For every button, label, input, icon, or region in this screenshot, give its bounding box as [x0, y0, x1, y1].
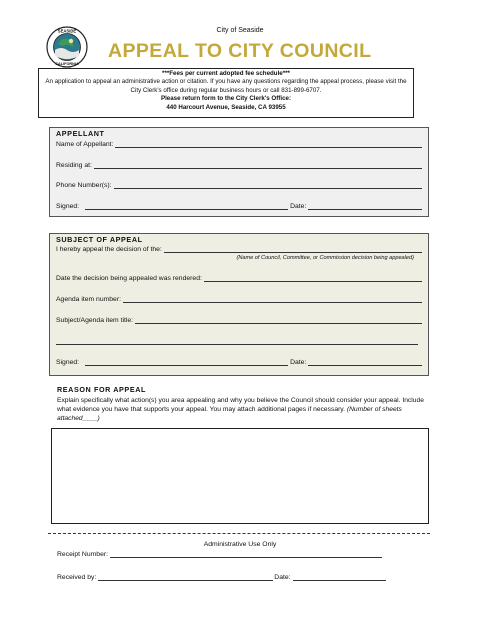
date-label: Date:	[290, 203, 307, 210]
agenda-title-line-2[interactable]	[56, 337, 418, 345]
agenda-number-label: Agenda item number:	[56, 296, 121, 303]
subject-date-label: Date:	[290, 359, 307, 366]
appellant-signature-row[interactable]	[56, 202, 422, 210]
date-rendered-field[interactable]	[56, 274, 422, 282]
svg-text:CALIFORNIA: CALIFORNIA	[55, 62, 79, 67]
subject-section	[49, 233, 429, 376]
received-line[interactable]	[98, 573, 273, 581]
agenda-number-line[interactable]	[123, 295, 422, 303]
city-name: City of Seaside	[216, 27, 264, 34]
reason-text: Explain specifically what action(s) you area appealing and why you believe the Council should consider your appeal. Include what evidence you have that supports your appeal. You may attach additional pages if necessary.	[57, 397, 424, 413]
sheets-attached: (Number of sheets attached____)	[57, 406, 402, 422]
reason-textbox[interactable]	[51, 428, 429, 524]
agenda-title-field[interactable]	[56, 316, 422, 324]
svg-text:SEASIDE: SEASIDE	[57, 28, 77, 34]
decision-field[interactable]	[56, 245, 422, 253]
phone-label: Phone Number(s):	[56, 182, 112, 189]
phone-field[interactable]	[56, 181, 422, 189]
residing-field[interactable]	[56, 161, 422, 169]
receipt-label: Receipt Number:	[57, 551, 108, 558]
subject-heading: SUBJECT OF APPEAL	[56, 235, 143, 244]
return-instructions: Please return form to the City Clerk's Office:	[160, 95, 292, 103]
date-rendered-label: Date the decision being appealed was rendered:	[56, 275, 202, 282]
subject-signature-line[interactable]	[85, 358, 288, 366]
fee-notice	[38, 68, 414, 118]
received-label: Received by:	[57, 574, 97, 581]
agenda-number-field[interactable]	[56, 295, 422, 303]
subject-date-line[interactable]	[308, 358, 422, 366]
decision-label: I hereby appeal the decision of the:	[56, 246, 162, 253]
admin-title: Administrative Use Only	[203, 541, 277, 548]
decision-line[interactable]	[164, 245, 422, 253]
subject-signature-row[interactable]	[56, 358, 422, 366]
signed-label: Signed:	[56, 203, 80, 210]
reason-instructions	[57, 396, 427, 423]
residing-line[interactable]	[94, 161, 422, 169]
appellant-name-label: Name of Appellant:	[56, 141, 114, 148]
appellant-name-field[interactable]	[56, 140, 422, 148]
date-line[interactable]	[308, 202, 422, 210]
appellant-name-line[interactable]	[115, 140, 422, 148]
city-seal-icon	[46, 26, 88, 68]
appellant-section	[49, 127, 429, 217]
agenda-title-line[interactable]	[135, 316, 422, 324]
receipt-line[interactable]	[110, 550, 382, 558]
clerk-address: 440 Harcourt Avenue, Seaside, CA 93955	[166, 103, 286, 111]
fee-schedule-text: ***Fees per current adopted fee schedule***	[162, 70, 290, 77]
signature-line[interactable]	[85, 202, 288, 210]
admin-date-line[interactable]	[293, 573, 386, 581]
reason-heading: REASON FOR APPEAL	[57, 385, 147, 394]
receipt-field[interactable]	[57, 550, 382, 558]
admin-date-label: Date:	[274, 574, 291, 581]
residing-label: Residing at:	[56, 162, 92, 169]
received-field[interactable]	[57, 573, 386, 581]
agenda-title-label: Subject/Agenda item title:	[56, 317, 134, 324]
agenda-title-field-continued[interactable]	[56, 337, 418, 345]
appellant-heading: APPELLANT	[56, 129, 105, 138]
notice-body: An application to appeal an administrative action or citation. If you have any questions regarding the appeal process, please visit the City Clerk's office during regular business hours or call 831-899-6707.	[45, 78, 407, 94]
cut-line-divider	[48, 533, 430, 534]
subject-signed-label: Signed:	[56, 359, 80, 366]
decision-hint: (Name of Council, Committee, or Commission decision being appealed)	[236, 255, 414, 261]
phone-line[interactable]	[114, 181, 422, 189]
page-title: APPEAL TO CITY COUNCIL	[108, 40, 372, 62]
date-rendered-line[interactable]	[204, 274, 422, 282]
